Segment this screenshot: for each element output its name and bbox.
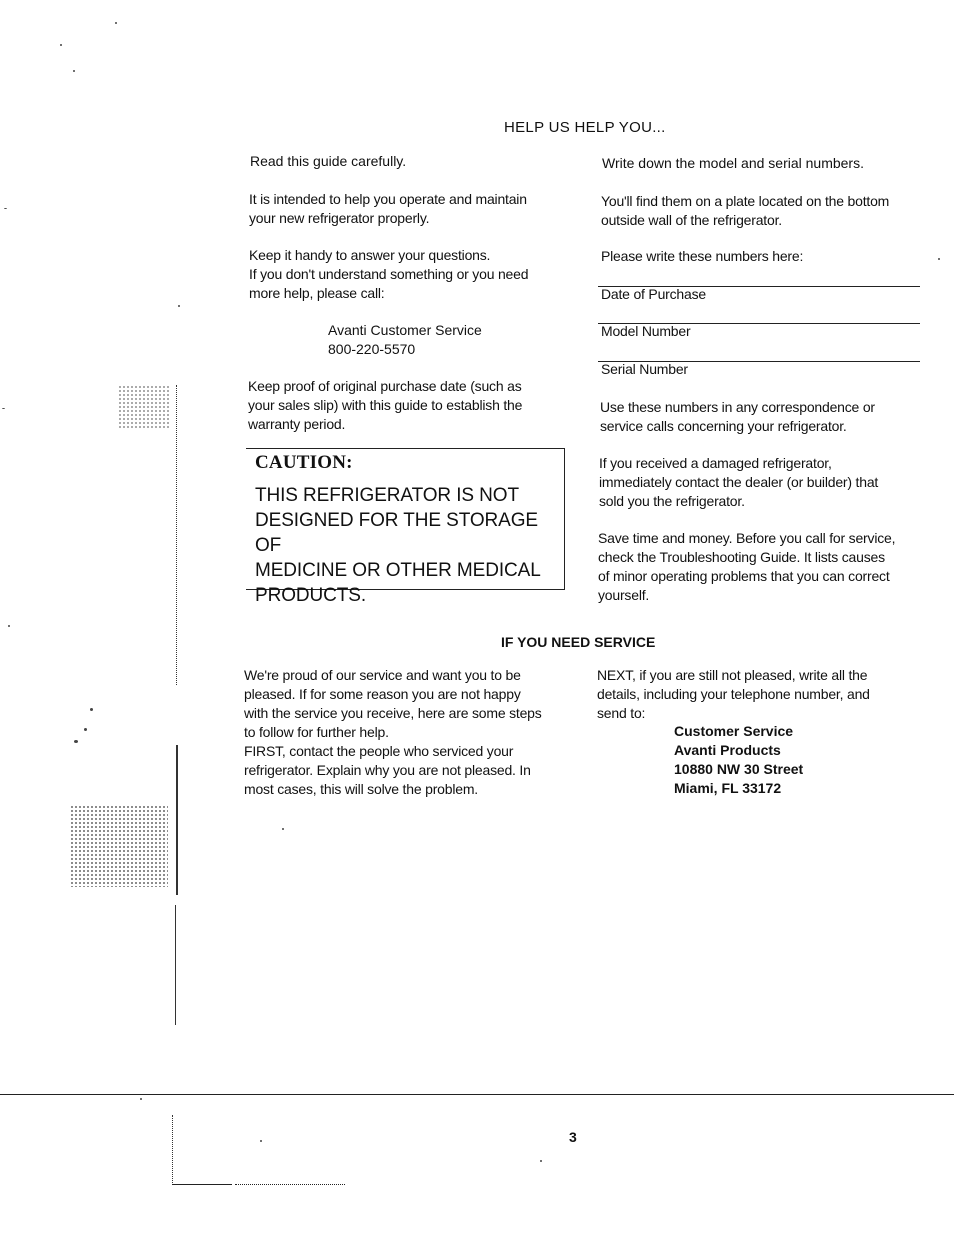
- intro-paragraph: It is intended to help you operate and maintain your new refrigerator properly.: [249, 191, 527, 226]
- address-line-4: Miami, FL 33172: [674, 780, 782, 796]
- caution-text: THIS REFRIGERATOR IS NOT DESIGNED FOR THE STORAGE OF MEDICINE OR OTHER MEDICAL PRODUCTS.: [255, 485, 541, 606]
- page-title: HELP US HELP YOU...: [504, 119, 666, 136]
- caution-box: [246, 448, 565, 606]
- use-numbers-paragraph: Use these numbers in any correspondence or service calls concerning your refrigerator.: [600, 399, 875, 434]
- service-right-paragraph: NEXT, if you are still not pleased, write all the details, including your telephone number, and send to:: [597, 667, 870, 721]
- page-number: 3: [569, 1129, 577, 1145]
- proof-paragraph: Keep proof of original purchase date (such as your sales slip) with this guide to establish the warranty period.: [248, 378, 523, 432]
- address-line-2: Avanti Products: [674, 742, 781, 758]
- date-of-purchase-label: Date of Purchase: [601, 286, 706, 302]
- model-number-label: Model Number: [601, 323, 691, 339]
- address-line-1: Customer Service: [674, 723, 794, 739]
- plate-location-paragraph: You'll find them on a plate located on the bottom outside wall of the refrigerator.: [601, 193, 890, 228]
- contact-name: Avanti Customer Service: [328, 322, 482, 338]
- service-left-paragraph: We're proud of our service and want you to be pleased. If for some reason you are not happy with the service you receive, here are some steps to follow for further help. FIRST, contact the people who serviced your refrigerator. Explain why you are not pleased. In most cases, this will solve the problem.: [244, 667, 542, 797]
- write-numbers-heading: Write down the model and serial numbers.: [602, 155, 864, 171]
- footer-rule: [0, 1094, 954, 1095]
- read-guide-heading: Read this guide carefully.: [250, 153, 407, 169]
- address-line-3: 10880 NW 30 Street: [674, 761, 804, 777]
- keep-handy-paragraph: Keep it handy to answer your questions. If you don't understand something or you need more help, please call:: [249, 247, 529, 301]
- service-heading: IF YOU NEED SERVICE: [501, 634, 656, 650]
- save-time-paragraph: Save time and money. Before you call for service, check the Troubleshooting Guide. It lists causes of minor operating problems that you can correct yourself.: [598, 530, 896, 603]
- write-here-prompt: Please write these numbers here:: [601, 248, 804, 264]
- serial-number-label: Serial Number: [601, 361, 688, 377]
- damaged-paragraph: If you received a damaged refrigerator, immediately contact the dealer (or builder) that sold you the refrigerator.: [599, 455, 879, 509]
- caution-title: CAUTION:: [255, 452, 353, 473]
- contact-phone: 800-220-5570: [328, 341, 416, 357]
